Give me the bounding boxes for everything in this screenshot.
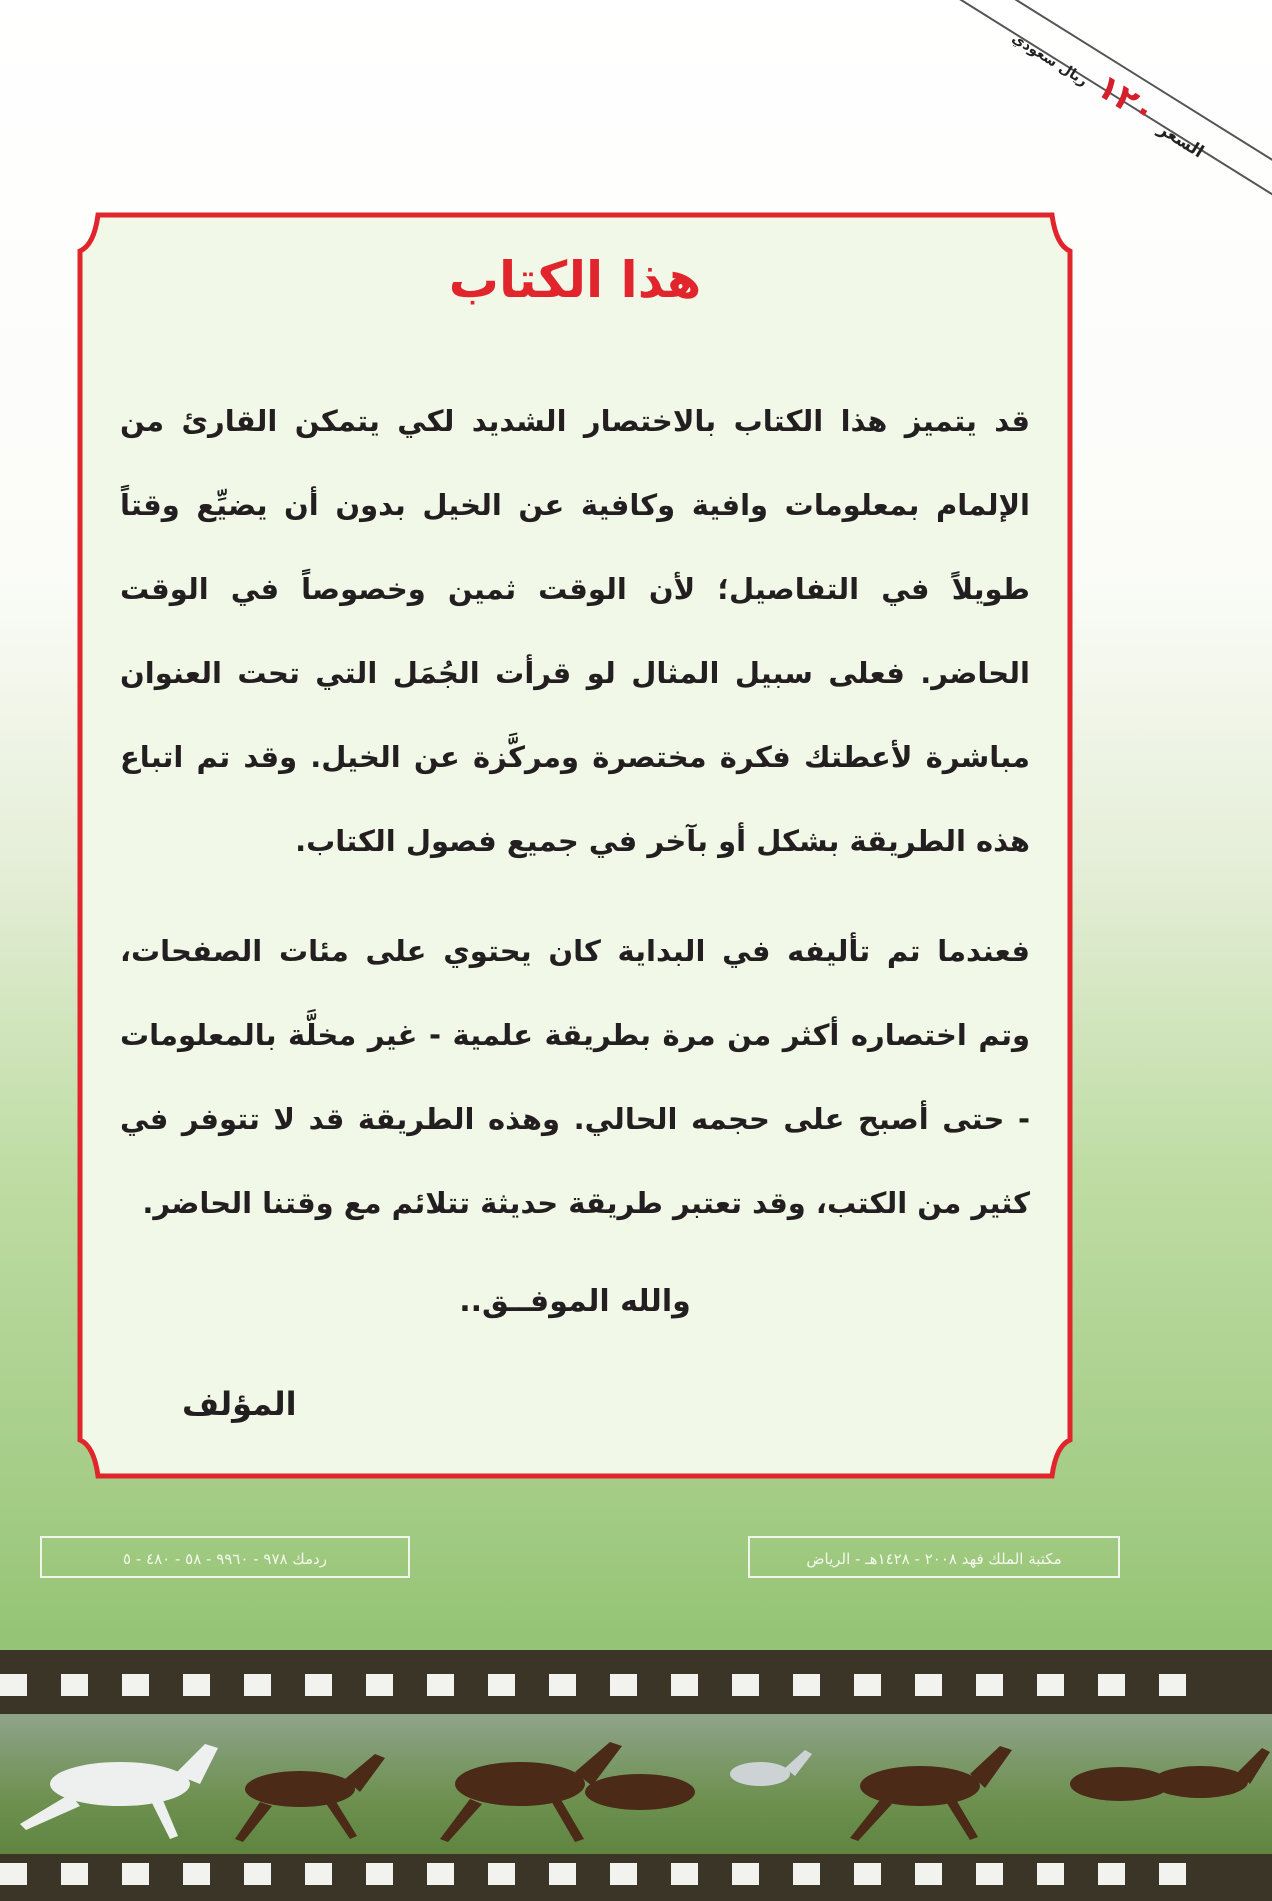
library-box: مكتبة الملك فهد ٢٠٠٨ - ١٤٢٨هـ - الرياض — [748, 1536, 1120, 1578]
text-frame — [58, 193, 1092, 1498]
closing-line: والله الموفــق.. — [459, 1284, 691, 1319]
paragraph-1: قد يتميز هذا الكتاب بالاختصار الشديد لكي يتمكن القارئ من الإلمام بمعلومات وافية وكافية عن الخيل بدون أن يضيِّع وقتاً طويلاً في التفاصيل؛ لأن الوقت ثمين وخصوصاً في الوقت الحاضر. فعلى سبيل المثال لو قرأت الجُمَل التي تحت العنوان مباشرة لأعطتك فكرة مختصرة ومركَّزة عن الخيل. وقد تم اتباع هذه الطريقة بشكل أو بآخر في جميع فصول الكتاب. — [120, 404, 1030, 858]
running-horses-image — [0, 1714, 1272, 1854]
author-signature: المؤلف — [182, 1385, 297, 1423]
price-label: السعر — [1154, 119, 1208, 163]
paragraph-2: فعندما تم تأليفه في البداية كان يحتوي على مئات الصفحات، وتم اختصاره أكثر من مرة بطريقة علمية - غير مخلَّة بالمعلومات - حتى أصبح على حجمه الحالي. وهذه الطريقة قد لا تتوفر في كثير من الكتب، وقد تعتبر طريقة حديثة تتلائم مع وقتنا الحاضر. — [120, 934, 1030, 1220]
price-value: ١٢٠ — [1089, 66, 1164, 134]
page-title: هذا الكتاب — [448, 251, 702, 309]
back-cover-text — [120, 223, 1030, 1468]
film-sprockets-top — [0, 1674, 1272, 1698]
film-sprockets-bottom — [0, 1863, 1272, 1887]
film-strip — [0, 1650, 1272, 1901]
price-currency: ريال سعودي — [1009, 30, 1091, 90]
isbn-box: ردمك ٩٧٨ - ٩٩٦٠ - ٥٨ - ٤٨٠ - ٥ — [40, 1536, 410, 1578]
price-tag — [1006, 14, 1215, 165]
horses-scene — [0, 1714, 1272, 1854]
